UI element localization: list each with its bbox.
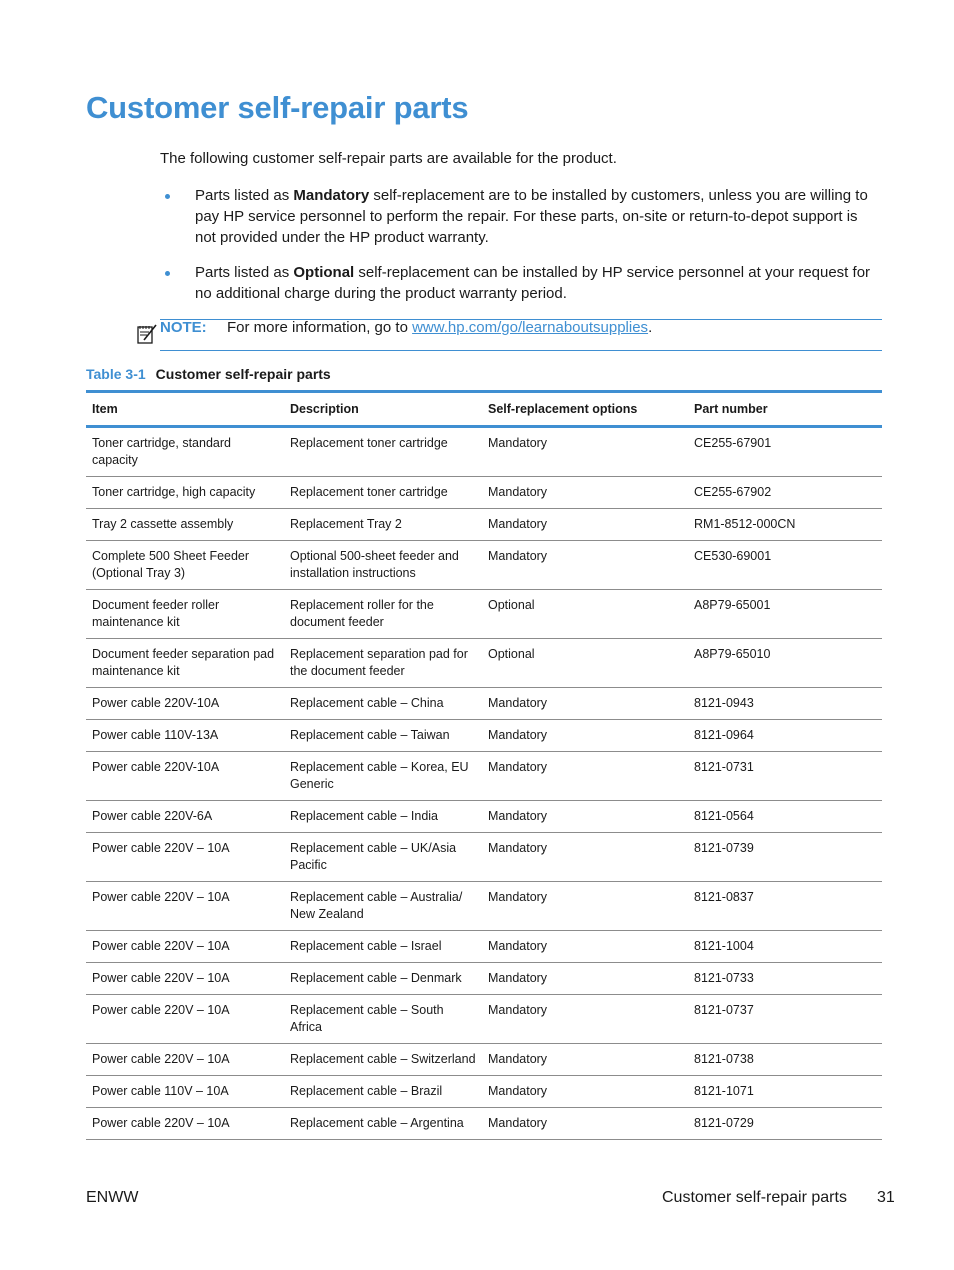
- cell-option: Mandatory: [482, 1044, 688, 1076]
- table-row: [86, 477, 882, 509]
- page-number: 31: [877, 1189, 895, 1206]
- note-bottom-rule: [160, 350, 882, 351]
- cell-part-number: CE255-67902: [688, 477, 882, 509]
- table-row: [86, 995, 882, 1044]
- cell-description: Replacement cable – Korea, EU Generic: [284, 752, 482, 801]
- cell-item: Power cable 220V – 10A: [86, 1108, 284, 1140]
- cell-description: Replacement roller for the document feeder: [284, 590, 482, 639]
- cell-item: Power cable 220V – 10A: [86, 1044, 284, 1076]
- parts-table-body: [86, 427, 882, 1140]
- cell-part-number: 8121-0729: [688, 1108, 882, 1140]
- cell-item: Power cable 220V – 10A: [86, 931, 284, 963]
- bullet-item-optional: [160, 262, 882, 304]
- bullet-text-before: Parts listed as: [195, 264, 294, 281]
- cell-description: Replacement cable – South Africa: [284, 995, 482, 1044]
- cell-option: Mandatory: [482, 833, 688, 882]
- column-header-part-number: Part number: [694, 402, 768, 416]
- bullet-dot-icon: [165, 271, 170, 276]
- cell-option: Mandatory: [482, 427, 688, 477]
- bullet-text-after: self-replacement can be installed by HP service personnel at your request for no additional charge during the product warranty period.: [195, 264, 871, 302]
- cell-part-number: 8121-1004: [688, 931, 882, 963]
- note-label: NOTE:: [160, 319, 207, 336]
- cell-item: Complete 500 Sheet Feeder (Optional Tray 3): [86, 541, 284, 590]
- table-header-row: [86, 392, 882, 427]
- cell-part-number: 8121-0731: [688, 752, 882, 801]
- cell-description: Replacement cable – Australia/ New Zealand: [284, 882, 482, 931]
- note-text-prefix: For more information, go to: [227, 319, 413, 336]
- cell-option: Mandatory: [482, 688, 688, 720]
- cell-item: Power cable 220V – 10A: [86, 995, 284, 1044]
- cell-option: Mandatory: [482, 720, 688, 752]
- note-box: [136, 319, 882, 349]
- cell-item: Power cable 220V – 10A: [86, 833, 284, 882]
- cell-description: Replacement cable – Switzerland: [284, 1044, 482, 1076]
- cell-option: Mandatory: [482, 963, 688, 995]
- table-row: [86, 963, 882, 995]
- cell-part-number: 8121-0943: [688, 688, 882, 720]
- cell-description: Replacement toner cartridge: [284, 477, 482, 509]
- table-caption-title: Customer self-repair parts: [155, 366, 331, 382]
- table-caption-number: Table 3-1: [86, 366, 146, 382]
- table-row: [86, 639, 882, 688]
- bullet-item-mandatory: [160, 185, 882, 248]
- cell-option: Optional: [482, 590, 688, 639]
- cell-item: Power cable 110V – 10A: [86, 1076, 284, 1108]
- table-row: [86, 882, 882, 931]
- footer-section-title: Customer self-repair parts: [662, 1189, 847, 1206]
- cell-option: Mandatory: [482, 509, 688, 541]
- cell-option: Mandatory: [482, 995, 688, 1044]
- cell-part-number: 8121-1071: [688, 1076, 882, 1108]
- cell-option: Mandatory: [482, 882, 688, 931]
- table-row: [86, 801, 882, 833]
- cell-item: Document feeder separation pad maintenance kit: [86, 639, 284, 688]
- cell-description: Replacement separation pad for the document feeder: [284, 639, 482, 688]
- cell-item: Document feeder roller maintenance kit: [86, 590, 284, 639]
- cell-description: Replacement cable – Argentina: [284, 1108, 482, 1140]
- cell-item: Toner cartridge, high capacity: [86, 477, 284, 509]
- cell-option: Mandatory: [482, 1108, 688, 1140]
- cell-description: Replacement cable – China: [284, 688, 482, 720]
- cell-part-number: CE255-67901: [688, 427, 882, 477]
- cell-option: Mandatory: [482, 541, 688, 590]
- cell-part-number: 8121-0739: [688, 833, 882, 882]
- cell-part-number: CE530-69001: [688, 541, 882, 590]
- table-row: [86, 427, 882, 477]
- cell-description: Replacement toner cartridge: [284, 427, 482, 477]
- cell-description: Optional 500-sheet feeder and installation instructions: [284, 541, 482, 590]
- cell-description: Replacement cable – UK/Asia Pacific: [284, 833, 482, 882]
- cell-item: Power cable 220V – 10A: [86, 882, 284, 931]
- bullet-list: [160, 185, 882, 318]
- cell-part-number: 8121-0964: [688, 720, 882, 752]
- cell-option: Optional: [482, 639, 688, 688]
- cell-part-number: 8121-0564: [688, 801, 882, 833]
- cell-item: Power cable 220V-10A: [86, 688, 284, 720]
- cell-item: Power cable 220V-10A: [86, 752, 284, 801]
- column-header-item: Item: [92, 402, 118, 416]
- cell-description: Replacement cable – Israel: [284, 931, 482, 963]
- cell-part-number: 8121-0837: [688, 882, 882, 931]
- cell-option: Mandatory: [482, 752, 688, 801]
- table-row: [86, 720, 882, 752]
- cell-option: Mandatory: [482, 931, 688, 963]
- parts-table: [86, 390, 882, 1140]
- cell-item: Toner cartridge, standard capacity: [86, 427, 284, 477]
- table-caption: [86, 366, 331, 382]
- table-row: [86, 1076, 882, 1108]
- cell-part-number: 8121-0737: [688, 995, 882, 1044]
- bullet-text-before: Parts listed as: [195, 187, 294, 204]
- cell-description: Replacement Tray 2: [284, 509, 482, 541]
- note-text-end: .: [648, 319, 653, 336]
- cell-option: Mandatory: [482, 1076, 688, 1108]
- bullet-bold-term: Optional: [293, 264, 355, 281]
- table-row: [86, 1108, 882, 1140]
- table-row: [86, 509, 882, 541]
- cell-item: Power cable 220V – 10A: [86, 963, 284, 995]
- note-text: [227, 319, 652, 336]
- cell-part-number: A8P79-65001: [688, 590, 882, 639]
- bullet-dot-icon: [165, 194, 170, 199]
- cell-description: Replacement cable – Denmark: [284, 963, 482, 995]
- column-header-description: Description: [290, 402, 359, 416]
- cell-option: Mandatory: [482, 477, 688, 509]
- cell-part-number: A8P79-65010: [688, 639, 882, 688]
- table-row: [86, 590, 882, 639]
- table-row: [86, 688, 882, 720]
- cell-part-number: RM1-8512-000CN: [688, 509, 882, 541]
- bullet-bold-term: Mandatory: [293, 187, 370, 204]
- table-row: [86, 1044, 882, 1076]
- cell-description: Replacement cable – India: [284, 801, 482, 833]
- note-pad-icon: [136, 321, 160, 345]
- cell-item: Tray 2 cassette assembly: [86, 509, 284, 541]
- cell-description: Replacement cable – Brazil: [284, 1076, 482, 1108]
- page-title: Customer self-repair parts: [86, 90, 469, 125]
- cell-description: Replacement cable – Taiwan: [284, 720, 482, 752]
- table-row: [86, 752, 882, 801]
- learn-about-supplies-link[interactable]: www.hp.com/go/learnaboutsupplies: [412, 319, 649, 336]
- intro-text: The following customer self-repair parts are available for the product.: [160, 150, 617, 167]
- cell-part-number: 8121-0733: [688, 963, 882, 995]
- column-header-options: Self-replacement options: [488, 402, 638, 416]
- cell-option: Mandatory: [482, 801, 688, 833]
- table-row: [86, 931, 882, 963]
- cell-item: Power cable 220V-6A: [86, 801, 284, 833]
- footer-doc-code: ENWW: [86, 1189, 139, 1206]
- cell-item: Power cable 110V-13A: [86, 720, 284, 752]
- table-row: [86, 541, 882, 590]
- cell-part-number: 8121-0738: [688, 1044, 882, 1076]
- bullet-text-after: self-replacement are to be installed by customers, unless you are willing to pay HP service personnel to perform the repair. For these parts, on-site or return-to-depot support is not provided under the HP product warranty.: [195, 187, 868, 246]
- table-row: [86, 833, 882, 882]
